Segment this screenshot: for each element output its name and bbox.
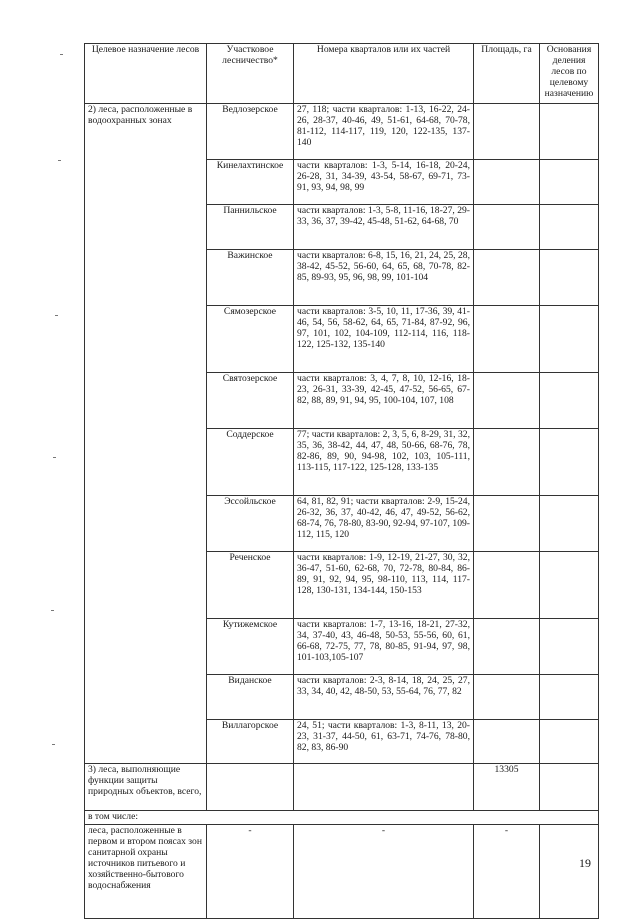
quarter-list: части кварталов: 2-3, 8-14, 18, 24, 25, 27, 33, 34, 40, 42, 48-50, 53, 55-64, 76, 77, 82 <box>294 675 474 720</box>
forestry-name: Кинелахтинское <box>207 160 294 205</box>
forestry-name: Виллагорское <box>207 720 294 764</box>
quarter-list: 64, 81, 82, 91; части кварталов: 2-9, 15-24, 26-32, 36, 37, 40-42, 46, 47, 49-52, 56-62, 68-74, 76, 78-80, 83-90, 92-94, 97-107, 109-112, 115, 120 <box>294 496 474 552</box>
quarter-list: части кварталов: 1-3, 5-8, 11-16, 18-27, 29-33, 36, 37, 39-42, 45-48, 51-62, 64-68, 70 <box>294 205 474 250</box>
forestry-name: Ведлозерское <box>207 104 294 160</box>
forestry-name: Паннильское <box>207 205 294 250</box>
margin-mark <box>58 160 61 161</box>
forest-purpose-table <box>84 43 599 919</box>
quarter-list: 27, 118; части кварталов: 1-13, 16-22, 24-26, 28-37, 40-46, 49, 51-61, 64-68, 70-78, 81-112, 114-117, 119, 120, 122-135, 137-140 <box>294 104 474 160</box>
header-forestry: Участковое лесничество* <box>207 44 294 104</box>
group3-area: 13305 <box>474 764 540 811</box>
header-purpose: Целевое назначение лесов <box>85 44 207 104</box>
sanitary-row <box>85 825 599 919</box>
forestry-name: Сямозерское <box>207 306 294 373</box>
including-label: в том числе: <box>85 811 599 825</box>
quarter-list: 24, 51; части кварталов: 1-3, 8-11, 13, 20-23, 31-37, 44-50, 61, 63-71, 74-76, 78-80, 82, 83, 86-90 <box>294 720 474 764</box>
forestry-name: Виданское <box>207 675 294 720</box>
header-quarters: Номера кварталов или их частей <box>294 44 474 104</box>
margin-mark <box>51 610 54 611</box>
margin-mark <box>60 54 63 55</box>
quarter-list: части кварталов: 1-9, 12-19, 21-27, 30, 32, 36-47, 51-60, 62-68, 70, 72-78, 80-84, 86-89, 91, 92, 94, 95, 98-110, 113, 114, 117-128, 130-131, 134-144, 150-153 <box>294 552 474 619</box>
forestry-name: Важинское <box>207 250 294 306</box>
margin-mark <box>53 457 56 458</box>
forestry-row <box>85 104 599 160</box>
quarter-list: части кварталов: 6-8, 15, 16, 21, 24, 25, 28, 38-42, 45-52, 56-60, 64, 65, 68, 70-78, 82-85, 89-93, 95, 96, 98, 99, 101-104 <box>294 250 474 306</box>
forestry-name: Кутижемское <box>207 619 294 675</box>
forestry-name: Эссойльское <box>207 496 294 552</box>
forestry-name: Соддерское <box>207 429 294 496</box>
group2-purpose: 2) леса, расположенные в водоохранных зонах <box>85 104 207 764</box>
quarter-list: части кварталов: 3-5, 10, 11, 17-36, 39, 41-46, 54, 56, 58-62, 64, 65, 71-84, 87-92, 96, 97, 101, 102, 104-109, 112-114, 116, 118-122, 125-132, 135-140 <box>294 306 474 373</box>
margin-mark <box>52 744 55 745</box>
margin-mark <box>55 315 58 316</box>
header-row <box>85 44 599 104</box>
group3-purpose: 3) леса, выполняющие функции защиты природных объектов, всего, <box>85 764 207 811</box>
quarter-list: части кварталов: 1-3, 5-14, 16-18, 20-24, 26-28, 31, 34-39, 43-54, 58-67, 69-71, 73-91, 93, 94, 98, 99 <box>294 160 474 205</box>
sanitary-quarters: - <box>294 825 474 919</box>
forestry-name: Реченское <box>207 552 294 619</box>
sanitary-forestry: - <box>207 825 294 919</box>
page-number: 19 <box>579 856 591 870</box>
sanitary-purpose: леса, расположенные в первом и втором поясах зон санитарной охраны источников питьевого и хозяйственно-бытового водоснабжения <box>85 825 207 919</box>
quarter-list: части кварталов: 1-7, 13-16, 18-21, 27-32, 34, 37-40, 43, 46-48, 50-53, 55-56, 60, 61, 66-68, 72-75, 77, 78, 80-85, 91-94, 97, 98, 101-103,105-107 <box>294 619 474 675</box>
forestry-name: Святозерское <box>207 373 294 429</box>
quarter-list: части кварталов: 3, 4, 7, 8, 10, 12-16, 18-23, 26-31, 33-39, 42-45, 47-52, 56-65, 67-82, 88, 89, 91, 94, 95, 100-104, 107, 108 <box>294 373 474 429</box>
group3-row <box>85 764 599 811</box>
including-row <box>85 811 599 825</box>
sanitary-area: - <box>474 825 540 919</box>
header-area: Площадь, га <box>474 44 540 104</box>
quarter-list: 77; части кварталов: 2, 3, 5, 6, 8-29, 31, 32, 35, 36, 38-42, 44, 47, 48, 50-66, 68-76, 78, 82-86, 89, 90, 94-98, 102, 103, 105-111, 113-115, 117-122, 125-128, 133-135 <box>294 429 474 496</box>
header-basis: Основания деления лесов по целевому назначению <box>540 44 599 104</box>
